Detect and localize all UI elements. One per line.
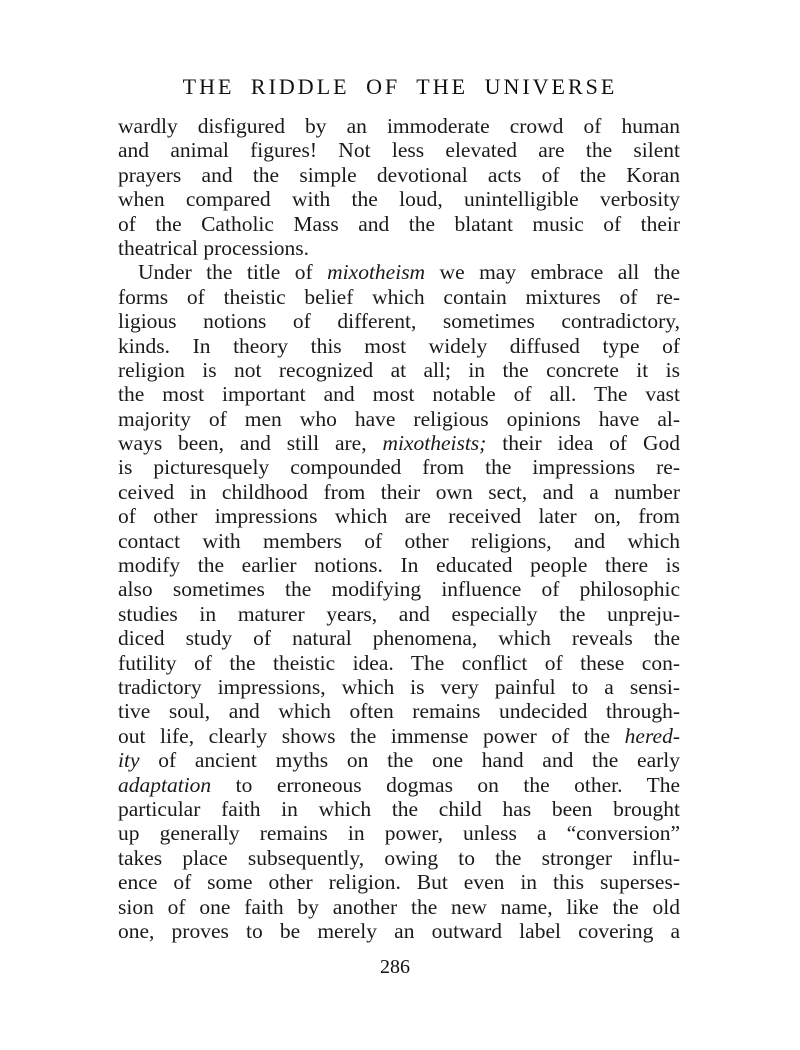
text-run: also sometimes the modifying influence of philosophic [118, 577, 680, 602]
text-line [118, 895, 680, 919]
text-run: we may embrace all the [425, 260, 680, 285]
text-line [118, 846, 680, 870]
text-run: of ancient myths on the one hand and the early [139, 748, 680, 773]
text-line [118, 602, 680, 626]
text-line [118, 187, 680, 211]
text-line [118, 212, 680, 236]
text-run: theatrical processions. [118, 235, 310, 260]
text-line [118, 699, 680, 723]
text-line [118, 358, 680, 382]
text-run: prayers and the simple devotional acts of the Koran [118, 162, 680, 187]
text-line [118, 504, 680, 528]
text-run: Under the title of [138, 260, 328, 285]
text-line [118, 675, 680, 699]
text-line [118, 163, 680, 187]
text-line [118, 285, 680, 309]
text-line [118, 407, 680, 431]
italic-term: mixotheism [327, 260, 426, 285]
text-line [118, 236, 680, 260]
text-run: out life, clearly shows the immense power of the [118, 723, 625, 748]
italic-term: adaptation [118, 772, 212, 797]
text-run: contact with members of other religions, and which [118, 528, 680, 553]
text-line [118, 651, 680, 675]
text-line [118, 431, 680, 455]
text-line [118, 919, 680, 943]
text-run: is picturesquely compounded from the impressions re- [118, 455, 680, 480]
text-line [118, 773, 680, 797]
italic-term: ity [118, 748, 140, 773]
text-run: up generally remains in power, unless a “conversion” [118, 821, 680, 846]
text-run: ceived in childhood from their own sect, and a number [118, 479, 680, 504]
text-run: ways been, and still are, [118, 431, 383, 456]
italic-term: mixotheists; [382, 431, 487, 456]
text-line [118, 821, 680, 845]
text-line [118, 382, 680, 406]
text-run: of other impressions which are received later on, from [118, 504, 680, 529]
body-text [118, 114, 680, 943]
text-line [118, 309, 680, 333]
text-line [118, 480, 680, 504]
text-run: their idea of God [486, 431, 680, 456]
text-run: sion of one faith by another the new name, like the old [118, 894, 680, 919]
text-line [118, 797, 680, 821]
text-run: majority of men who have religious opinions have al- [118, 406, 680, 431]
text-line [118, 260, 680, 284]
text-run: to erroneous dogmas on the other. The [211, 772, 680, 797]
paragraph [118, 260, 680, 943]
text-run: when compared with the loud, unintelligible verbosity [118, 187, 680, 212]
text-run: ence of some other religion. But even in this superses- [118, 870, 680, 895]
text-line [118, 748, 680, 772]
text-run: the most important and most notable of all. The vast [118, 382, 680, 407]
text-run: and animal figures! Not less elevated are the silent [118, 138, 680, 163]
text-run: futility of the theistic idea. The conflict of these con- [118, 650, 680, 675]
text-run: diced study of natural phenomena, which reveals the [118, 626, 680, 651]
text-run: one, proves to be merely an outward label covering a [118, 918, 680, 943]
text-line [118, 626, 680, 650]
text-run: takes place subsequently, owing to the stronger influ- [118, 845, 680, 870]
page-number: 286 [380, 956, 410, 978]
text-line [118, 724, 680, 748]
text-run: religion is not recognized at all; in the concrete it is [118, 357, 680, 382]
text-run: forms of theistic belief which contain mixtures of re- [118, 284, 680, 309]
text-line [118, 138, 680, 162]
text-run: particular faith in which the child has been brought [118, 796, 680, 821]
paragraph [118, 114, 680, 260]
text-line [118, 529, 680, 553]
text-run: wardly disfigured by an immoderate crowd of human [118, 114, 680, 138]
text-line [118, 114, 680, 138]
running-head: THE RIDDLE OF THE UNIVERSE [182, 74, 618, 99]
text-line [118, 870, 680, 894]
text-run: of the Catholic Mass and the blatant music of their [118, 211, 680, 236]
text-run: tradictory impressions, which is very painful to a sensi- [118, 674, 680, 699]
text-line [118, 577, 680, 601]
text-run: tive soul, and which often remains undecided through- [118, 699, 680, 724]
text-line [118, 334, 680, 358]
text-line [118, 553, 680, 577]
text-run: ligious notions of different, sometimes contradictory, [118, 309, 680, 334]
text-run: studies in maturer years, and especially the unpreju- [118, 601, 680, 626]
text-run: modify the earlier notions. In educated people there is [118, 553, 680, 578]
text-run: kinds. In theory this most widely diffused type of [118, 333, 680, 358]
text-line [118, 455, 680, 479]
italic-term: hered- [624, 723, 680, 748]
